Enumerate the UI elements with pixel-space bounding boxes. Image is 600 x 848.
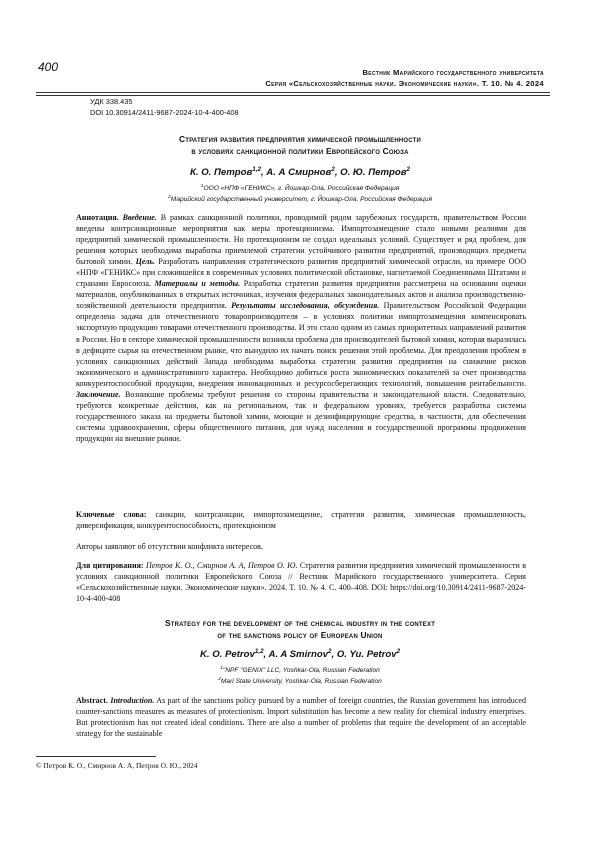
- running-header: [124, 68, 544, 89]
- conclusion-text: Возникшие проблемы требуют решения со стороны правительства и законодательной власти. Следовательно, требуются конкретные действия, как на региональном, так и федеральном уровнях, требуется разработка системы государственного заказа на предметы бытовой химии, моющие и дезинфицирующие средства, в частности, для обеспечения системы здравоохранения, сферы общественного питания, для нужд населения и государственной программы продвижения продукции на внешние рынки.: [76, 390, 526, 443]
- ru-title-line-2: в условиях санкционной политики Европейского Союза: [70, 145, 530, 157]
- results-label: Результаты исследования, обсуждения.: [231, 301, 379, 310]
- page-number: 400: [38, 60, 58, 74]
- ru-keywords: [76, 509, 526, 531]
- header-rule-thick: [36, 92, 550, 93]
- citation: [76, 560, 526, 604]
- methods-text: Разработка стратегии развития предприятия рассмотрена на основании оценки материалов, опубликованных в открытых источниках, изучения федеральных законодательных актов и анализа производственно-хозяйственной деятельности предприятия.: [76, 279, 526, 310]
- citation-label: Для цитирования:: [76, 561, 144, 570]
- abstract-label: Аннотация.: [76, 213, 119, 222]
- ru-abstract: [76, 212, 526, 444]
- conclusion-label: Заключение.: [76, 390, 121, 399]
- keywords-label: Ключевые слова:: [76, 510, 146, 519]
- citation-text: Стратегия развития предприятия химической промышленности в условиях санкционной политики Европейского Союза // Вестник Марийского государственного университета. Серия «Сельскохозяйственные науки. Экономические науки». 2024. Т. 10. № 4. С. 400–408. DOI: https://doi.org/10.30914/2411-9687-2024-10-4-400-408: [76, 561, 526, 603]
- conflict-statement: Авторы заявляют об отсутствии конфликта интересов.: [76, 541, 526, 552]
- journal-name: Вестник Марийского государственного университета: [124, 68, 544, 79]
- keywords-text: санкции, контрсанкции, импортозамещение, стратегия развития, химическая промышленность, диверсификация, конкурентоспособность, протекционизм: [76, 510, 526, 530]
- ru-title-line-1: Стратегия развития предприятия химической промышленности: [70, 133, 530, 145]
- goal-label: Цель.: [136, 257, 155, 266]
- ru-affiliation-2: 2Марийский государственный университет, г. Йошкар-Ола, Российская Федерация: [70, 193, 530, 204]
- udc-code: УДК 338.435: [90, 97, 132, 106]
- en-affiliations: [70, 664, 530, 686]
- en-affiliation-1: 1"NPF "GENIX" LLC, Yoshkar-Ola, Russian Federation: [70, 664, 530, 675]
- doi-line: DOI 10.30914/2411-9687-2024-10-4-400-408: [90, 108, 239, 117]
- en-title: [70, 617, 530, 641]
- en-authors: K. O. Petrov1,2, A. A Smirnov2, O. Yu. Petrov2: [70, 648, 530, 660]
- journal-page: [0, 0, 600, 848]
- footer-rule: [36, 756, 156, 757]
- en-affiliation-2: 2Mari State University, Yoshkar-Ola, Russian Federation: [70, 675, 530, 686]
- en-abstract-text: As part of the sanctions policy pursued by a number of foreign countries, the Russian government has introduced counter-sanctions measures as measures of protectionism. Import substitution has become a new reality for chemical industry enterprises. But protectionism has not created ideal conditions. There are also a number of problems that require the development of an acceptable strategy for the sustainable: [76, 696, 526, 738]
- header-rule-thin: [36, 95, 550, 96]
- intro-label: Введение.: [123, 213, 157, 222]
- results-text: Правительством Российской Федерации определена задача для отечественного товаропроизводителя – в условиях политики импортозамещения компенсировать экспортную продукцию товарами отечественного производства. И это стало одним из самых приоритетных направлений развития в России. Но в секторе химической промышленности возникла проблема для производителей бытовой химии, которая выразилась в дефиците сырья на отечественном рынке, что вынудило их начать поиск решения этой проблемы. Для преодоления проблем в условиях санкционных действий Запада необходима выработка стратегии развития предприятия на снижение рисков экономического и административного характера. Необходимо добиться роста экономических показателей за счет производства конкурентоспособной продукции, внедрения инновационных и ресурсосберегающих технологий, повышения рентабельности.: [76, 301, 526, 387]
- goal-text: Разработать направления стратегического развития предприятий химической отрасли, на примере ООО «НПФ «ГЕНИКС» при сложившейся в современных условиях политической обстановке, нагнетаемой Соединенными Штатами и странами Евросоюза.: [76, 257, 526, 288]
- ru-title: [70, 133, 530, 157]
- en-title-line-2: of the sanctions policy of European Union: [70, 629, 530, 641]
- copyright-notice: © Петров К. О., Смирнов А. А, Петров О. Ю., 2024: [36, 761, 198, 770]
- ru-affiliations: [70, 182, 530, 204]
- en-abstract-label: Abstract.: [76, 696, 108, 705]
- intro-text: В рамках санкционной политики, проводимой рядом зарубежных государств, правительством России введены контрсанкционные мероприятия как меры протекционизма. Импортозамещение стало новыми реалиями для предприятий химической промышленности. Но протекционизм не создал идеальных условий. Существует и ряд проблем, для решения которых необходима выработка приемлемой стратегии устойчивого развития предприятий, производящих предметы бытовой химии.: [76, 213, 526, 266]
- en-abstract: [76, 695, 526, 739]
- journal-series: Серия «Сельскохозяйственные науки. Экономические науки». Т. 10. № 4. 2024: [124, 79, 544, 90]
- en-intro-label: Introduction.: [110, 696, 154, 705]
- methods-label: Материалы и методы.: [155, 279, 240, 288]
- ru-affiliation-1: 1ООО «НПФ «ГЕНИКС», г. Йошкар-Ола, Российская Федерация: [70, 182, 530, 193]
- ru-authors: К. О. Петров1,2, А. А Смирнов2, О. Ю. Петров2: [70, 166, 530, 178]
- citation-authors: Петров К. О., Смирнов А. А, Петров О. Ю.: [146, 561, 297, 570]
- en-title-line-1: Strategy for the development of the chemical industry in the context: [70, 617, 530, 629]
